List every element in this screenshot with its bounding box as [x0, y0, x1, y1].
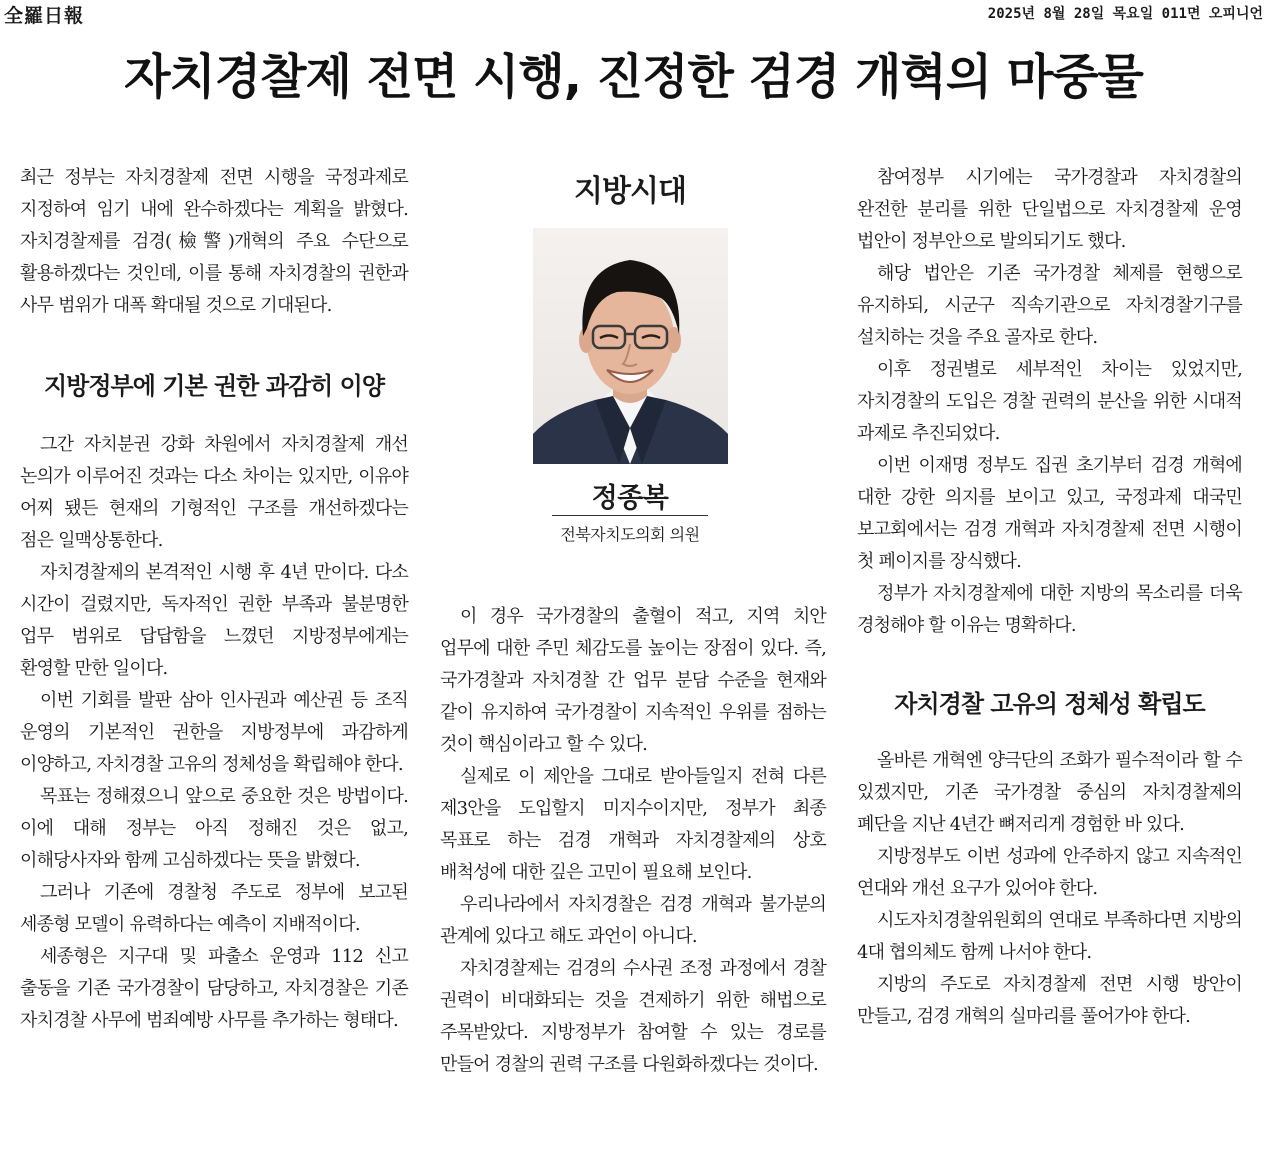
headline: 자치경찰제 전면 시행, 진정한 검경 개혁의 마중물: [124, 49, 1143, 105]
body-paragraph: 목표는 정해졌으니 앞으로 중요한 것은 방법이다. 이에 대해 정부는 아직 정해진 것은 없고, 이해당사자와 함께 고심하겠다는 뜻을 밝혔다.: [20, 786, 408, 871]
column-3: [857, 162, 1242, 1033]
body-paragraph: 시도자치경찰위원회의 연대로 부족하다면 지방의 4대 협의체도 함께 나서야 한다.: [857, 910, 1242, 963]
body-paragraph: 실제로 이 제안을 그대로 받아들일지 전혀 다른 제3안을 도입할지 미지수이지만, 정부가 최종 목표로 하는 검경 개혁과 자치경찰제의 상호 배척성에 대한 깊은 고민이 필요해 보인다.: [440, 766, 826, 883]
body-paragraph: 지방의 주도로 자치경찰제 전면 시행 방안이 만들고, 검경 개혁의 실마리를 풀어가야 한다.: [857, 974, 1242, 1027]
body-paragraph: 이후 정권별로 세부적인 차이는 있었지만, 자치경찰의 도입은 경찰 권력의 분산을 위한 시대적 과제로 추진되었다.: [857, 359, 1242, 444]
column-1: [20, 162, 408, 1037]
body-paragraph: 그러나 기존에 경찰청 주도로 정부에 보고된 세종형 모델이 유력하다는 예측이 지배적이다.: [20, 882, 408, 935]
body-paragraph: 세종형은 지구대 및 파출소 운영과 112 신고 출동을 기존 국가경찰이 담당하고, 자치경찰은 기존 자치경찰 사무에 범죄예방 사무를 추가하는 형태다.: [20, 946, 408, 1031]
dateline: 2025년 8월 28일 목요일 011면 오피니언: [987, 6, 1263, 22]
author-portrait: [533, 228, 728, 464]
author-divider: [552, 515, 708, 516]
body-paragraph: 이번 기회를 발판 삼아 인사권과 예산권 등 조직 운영의 기본적인 권한을 지방정부에 과감하게 이양하고, 자치경찰 고유의 정체성을 확립해야 한다.: [20, 690, 408, 775]
subhead-1: 지방정부에 기본 권한 과감히 이양: [44, 372, 384, 400]
body-paragraph: 이번 이재명 정부도 집권 초기부터 검경 개혁에 대한 강한 의지를 보이고 있고, 국정과제 대국민 보고회에서는 검경 개혁과 자치경찰제 전면 시행이 첫 페이지를 장식했다.: [857, 455, 1242, 572]
author-title: 전북자치도의회 의원: [560, 525, 700, 544]
subhead-2: 자치경찰 고유의 정체성 확립도: [894, 690, 1205, 718]
column-2: [440, 601, 826, 1081]
column-series-label: 지방시대: [574, 174, 686, 209]
intro-paragraph: 최근 정부는 자치경찰제 전면 시행을 국정과제로 지정하여 임기 내에 완수하겠다는 계획을 밝혔다. 자치경찰제를 검경(檢警)개혁의 주요 수단으로 활용하겠다는 것인데, 이를 통해 자치경찰의 권한과 사무 범위가 대폭 확대될 것으로 기대된다.: [20, 167, 408, 316]
body-paragraph: 해당 법안은 기존 국가경찰 체제를 현행으로 유지하되, 시군구 직속기관으로 자치경찰기구를 설치하는 것을 주요 골자로 한다.: [857, 263, 1242, 348]
body-paragraph: 자치경찰제의 본격적인 시행 후 4년 만이다. 다소 시간이 걸렸지만, 독자적인 권한 부족과 불분명한 업무 범위로 답답함을 느꼈던 지방정부에게는 환영할 만한 일이다.: [20, 562, 408, 679]
newspaper-logo: 全羅日報: [4, 5, 85, 27]
body-paragraph: 이 경우 국가경찰의 출혈이 적고, 지역 치안 업무에 대한 주민 체감도를 높이는 장점이 있다. 즉, 국가경찰과 자치경찰 간 업무 분담 수준을 현재와 같이 유지하여 국가경찰이 지속적인 우위를 점하는 것이 핵심이라고 할 수 있다.: [440, 606, 826, 755]
masthead: [0, 0, 1267, 26]
body-paragraph: 자치경찰제는 검경의 수사권 조정 과정에서 경찰 권력이 비대화되는 것을 견제하기 위한 해법으로 주목받았다. 지방정부가 참여할 수 있는 경로를 만들어 경찰의 권력 구조를 다원화하겠다는 것이다.: [440, 958, 826, 1075]
body-paragraph: 그간 자치분권 강화 차원에서 자치경찰제 개선 논의가 이루어진 것과는 다소 차이는 있지만, 이유야 어찌 됐든 현재의 기형적인 구조를 개선하겠다는 점은 일맥상통한다.: [20, 434, 408, 551]
body-paragraph: 정부가 자치경찰제에 대한 지방의 목소리를 더욱 경청해야 할 이유는 명확하다.: [857, 583, 1242, 636]
body-paragraph: 우리나라에서 자치경찰은 검경 개혁과 불가분의 관계에 있다고 해도 과언이 아니다.: [440, 894, 826, 947]
body-paragraph: 참여정부 시기에는 국가경찰과 자치경찰의 완전한 분리를 위한 단일법으로 자치경찰제 운영 법안이 정부안으로 발의되기도 했다.: [857, 167, 1242, 252]
author-name: 정종복: [591, 483, 669, 514]
body-paragraph: 지방정부도 이번 성과에 안주하지 않고 지속적인 연대와 개선 요구가 있어야 한다.: [857, 846, 1242, 899]
body-paragraph: 올바른 개혁엔 양극단의 조화가 필수적이라 할 수 있겠지만, 기존 국가경찰 중심의 자치경찰제의 폐단을 지난 4년간 뼈저리게 경험한 바 있다.: [857, 750, 1242, 835]
